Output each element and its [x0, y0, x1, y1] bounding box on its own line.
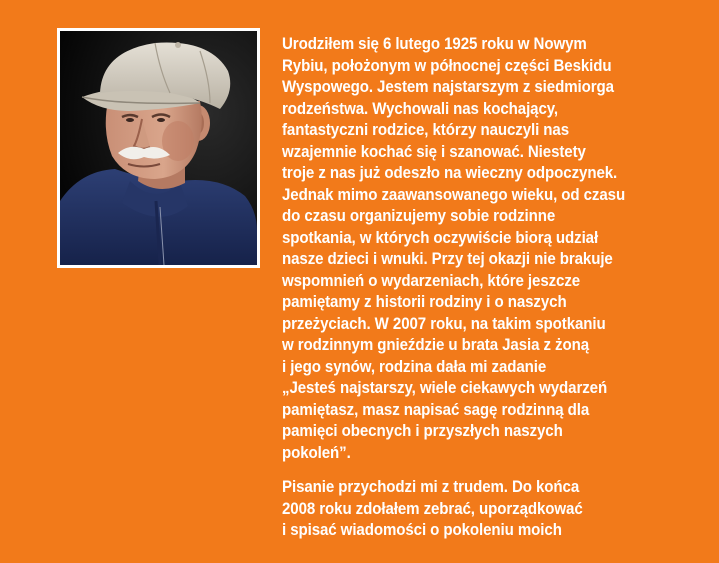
text-line: i spisać wiadomości o pokoleniu moich [282, 521, 562, 539]
text-line: Pisanie przychodzi mi z trudem. Do końca [282, 478, 580, 496]
text-line: fantastyczni rodzice, którzy nauczyli nas [282, 121, 570, 139]
text-line: Jednak mimo zaawansowanego wieku, od czasu [282, 185, 626, 204]
text-line: Rybiu, położonym w północnej części Beskidu [282, 56, 612, 75]
text-line: do czasu organizujemy sobie rodzinne [282, 207, 556, 225]
text-line: wzajemnie kochać się i szanować. Niestety [282, 142, 586, 161]
biography-text-column [282, 34, 712, 542]
text-line: przeżyciach. W 2007 roku, na takim spotkaniu [282, 314, 606, 333]
text-line: rodzeństwa. Wychowali nas kochający, [282, 99, 559, 118]
author-portrait-photo [60, 31, 257, 265]
text-line: i jego synów, rodzina dała mi zadanie [282, 357, 547, 376]
text-line: Urodziłem się 6 lutego 1925 roku w Nowym [282, 35, 587, 53]
text-line: wspomnień o wydarzeniach, które jeszcze [282, 271, 581, 290]
text-line: pamięci obecnych i przyszłych naszych [282, 422, 563, 440]
author-photo-frame [57, 28, 260, 268]
text-line: pamiętasz, masz napisać sagę rodzinną dla [282, 400, 590, 419]
text-line: „Jesteś najstarszy, wiele ciekawych wydarzeń [282, 379, 608, 397]
text-line: Wyspowego. Jestem najstarszym z siedmiorga [282, 78, 614, 96]
text-line: 2008 roku zdołałem zebrać, uporządkować [282, 499, 583, 518]
biography-paragraph-2 [282, 477, 714, 542]
text-line: pamiętamy z historii rodziny i o naszych [282, 293, 567, 311]
text-line: nasze dzieci i wnuki. Przy tej okazji nie brakuje [282, 250, 613, 268]
biography-paragraph-1 [282, 34, 714, 464]
text-line: pokoleń”. [282, 443, 351, 462]
text-line: spotkania, w których oczywiście biorą udział [282, 228, 599, 247]
text-line: troje z nas już odeszło na wieczny odpoczynek. [282, 164, 618, 182]
text-line: w rodzinnym gnieździe u brata Jasia z żoną [282, 336, 590, 354]
